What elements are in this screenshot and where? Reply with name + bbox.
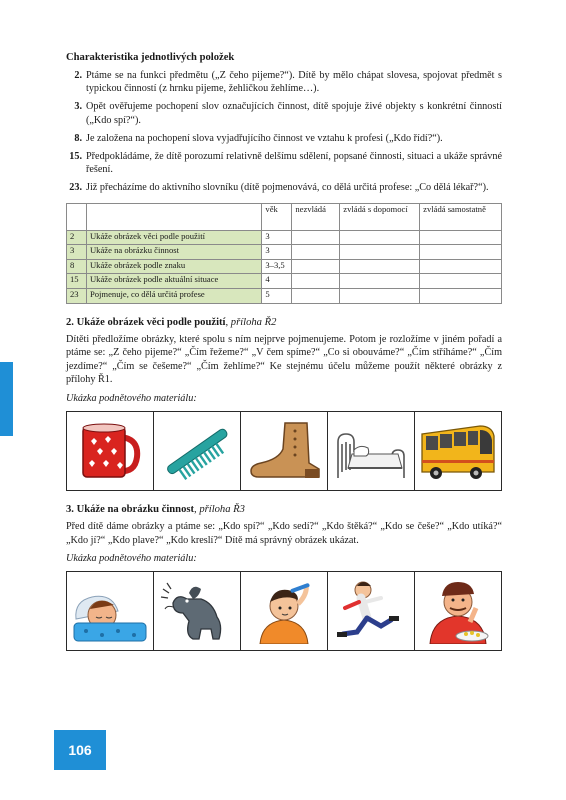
empty-cell [340, 259, 420, 274]
table-header-cell: zvládá samostatně [420, 203, 502, 230]
row-description: Pojmenuje, co dělá určitá profese [86, 289, 261, 304]
item-number: 23. [69, 182, 82, 194]
list-item [66, 69, 502, 95]
bed-icon [328, 412, 415, 490]
sleeping-child-icon [67, 572, 154, 650]
section3-title-main: 3. Ukáže na obrázku činnost [66, 503, 195, 515]
section2-sample-label: Ukázka podnětového materiálu: [66, 392, 197, 404]
items-list [66, 69, 502, 195]
row-age: 5 [262, 289, 292, 304]
list-item [66, 150, 502, 176]
running-man-icon [328, 572, 415, 650]
row-age: 4 [262, 274, 292, 289]
section3-title-separator: , [194, 503, 200, 515]
comb-icon [154, 412, 241, 490]
item-number: 3. [74, 101, 82, 113]
bus-icon [415, 412, 501, 490]
eating-man-icon [415, 572, 501, 650]
section3-paragraph: Před dítě dáme obrázky a ptáme se: „Kdo spí?“ „Kdo sedí?“ „Kdo štěká?“ „Kdo se češe?“ „Kdo utíká?“ „Kdo jí?“ „Kdo plave?“ „Kdo kreslí?“ Dítě má správný obrázek ukázat. [66, 520, 502, 546]
empty-cell [420, 259, 502, 274]
list-item [66, 181, 502, 194]
assessment-table [66, 203, 502, 304]
table-row [67, 289, 502, 304]
item-number: 2. [74, 70, 82, 81]
row-age: 3–3,5 [262, 259, 292, 274]
section2-title-separator: , [225, 316, 231, 328]
table-row [67, 230, 502, 245]
section3-sample-label: Ukázka podnětového materiálu: [66, 553, 197, 565]
boot-icon [241, 412, 328, 490]
empty-cell [292, 274, 340, 289]
table-header-cell [67, 203, 87, 230]
empty-cell [340, 245, 420, 260]
empty-cell [340, 274, 420, 289]
empty-cell [292, 259, 340, 274]
item-text: Ptáme se na funkci předmětu („Z čeho pijeme?“). Dítě by mělo chápat slovesa, spojovat předmět s typickou činností (z hrnku pijeme, žehličkou žehlíme…). [86, 70, 502, 95]
section2-title-main: 2. Ukáže obrázek věci podle použití [66, 316, 226, 328]
list-item [66, 100, 502, 126]
side-tab-marker [0, 362, 13, 436]
empty-cell [292, 230, 340, 245]
item-text: Již přecházíme do aktivního slovníku (dítě pojmenovává, co dělá určitá profese: „Co dělá lékař?“). [86, 182, 489, 194]
list-item [66, 132, 502, 145]
row-id: 8 [67, 259, 87, 274]
row-id: 3 [67, 245, 87, 260]
section2-appendix-ref: příloha Ř2 [230, 316, 277, 328]
row-description: Ukáže obrázek podle znaku [86, 259, 261, 274]
row-description: Ukáže na obrázku činnost [86, 245, 261, 260]
barking-dog-icon [154, 572, 241, 650]
row-id: 15 [67, 274, 87, 289]
empty-cell [340, 230, 420, 245]
item-text: Předpokládáme, že dítě porozumí relativně delšímu sdělení, popsané činnosti, situaci a ukáže správné řešení. [86, 151, 502, 176]
table-row [67, 274, 502, 289]
section3-title [66, 504, 502, 515]
row-description: Ukáže obrázek podle aktuální situace [86, 274, 261, 289]
table-header-cell: nezvládá [292, 203, 340, 230]
table-row [67, 259, 502, 274]
section3-picture-strip [66, 571, 502, 651]
page-content [66, 52, 502, 651]
section2-title [66, 317, 502, 328]
section2-picture-strip [66, 411, 502, 491]
row-age: 3 [262, 230, 292, 245]
empty-cell [420, 274, 502, 289]
page-number: 106 [54, 730, 106, 770]
row-id: 2 [67, 230, 87, 245]
item-number: 15. [69, 151, 82, 163]
item-number: 8. [74, 132, 82, 144]
table-header-cell: věk [262, 203, 292, 230]
table-header-cell [86, 203, 261, 230]
section2-paragraph: Dítěti předložíme obrázky, které spolu s ním nejprve pojmenujeme. Potom je rozložíme v jiném pořadí a ptáme se: „Z čeho pijeme?“ „Čím řežeme?“ „V čem spíme?“ „Co si obouváme?“ „Čím stříháme?“ „Čím jezdíme?“ „Čím se češeme?“ „Čím žehlíme?“ Ke stejnému účelu můžeme použít některé obrázky z přílohy Ř1. [66, 333, 502, 386]
boy-combing-icon [241, 572, 328, 650]
row-description: Ukáže obrázek věci podle použití [86, 230, 261, 245]
table-row [67, 245, 502, 260]
empty-cell [420, 289, 502, 304]
empty-cell [420, 230, 502, 245]
item-text: Opět ověřujeme pochopení slov označujících činnost, dítě spojuje živé objekty s konkrétní činností („Kdo spí?“). [86, 101, 502, 126]
row-age: 3 [262, 245, 292, 260]
empty-cell [340, 289, 420, 304]
row-id: 23 [67, 289, 87, 304]
table-header-cell: zvládá s dopomocí [340, 203, 420, 230]
empty-cell [292, 289, 340, 304]
empty-cell [420, 245, 502, 260]
mug-icon [67, 412, 154, 490]
empty-cell [292, 245, 340, 260]
section-heading: Charakteristika jednotlivých položek [66, 52, 235, 63]
item-text: Je založena na pochopení slova vyjadřujícího činnost ve vztahu k profesi („Kdo řídí?“). [86, 132, 443, 144]
section3-appendix-ref: příloha Ř3 [199, 503, 245, 515]
table-header-row [67, 203, 502, 230]
